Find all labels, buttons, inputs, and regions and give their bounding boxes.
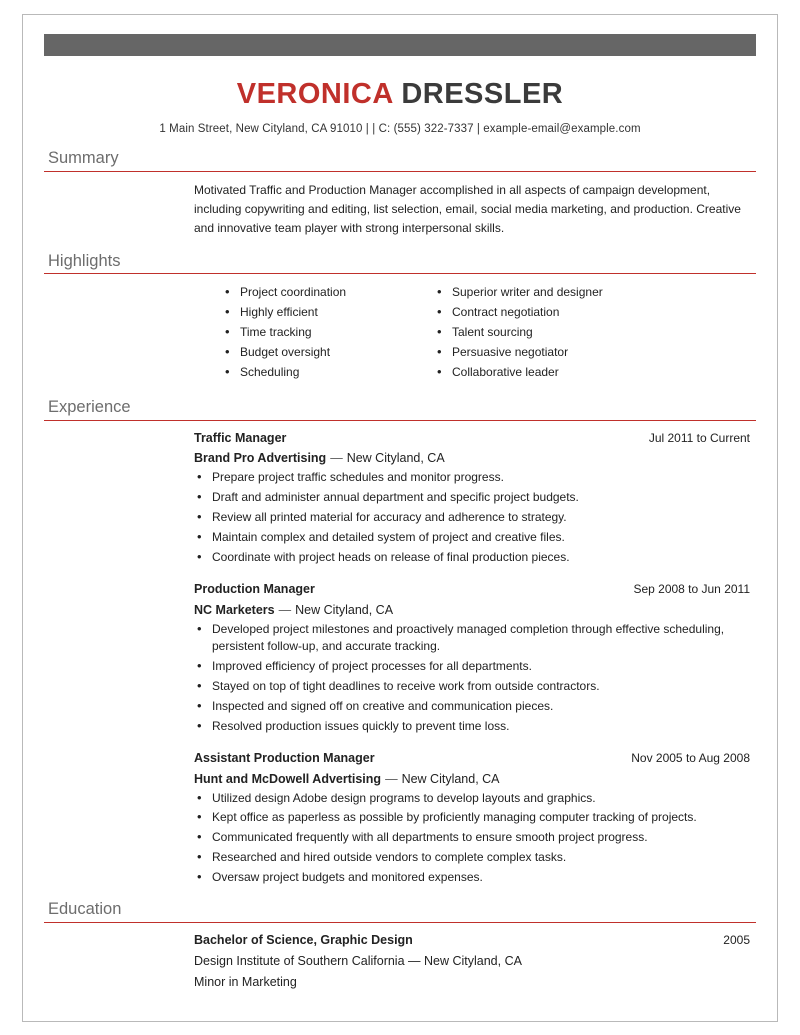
education-school: Design Institute of Southern California	[194, 954, 405, 968]
job-location: New Cityland, CA	[346, 451, 445, 466]
section-summary	[22, 149, 778, 238]
list-item: • Draft and administer annual department and specific project budgets.	[194, 489, 750, 506]
list-item: • Talent sourcing	[434, 324, 646, 341]
list-item: • Prepare project traffic schedules and monitor progress.	[194, 469, 750, 486]
list-item: • Maintain complex and detailed system of project and creative files.	[194, 529, 750, 546]
highlights-list-right	[434, 284, 646, 381]
highlights-list-left	[222, 284, 434, 381]
highlights-column-right	[434, 284, 646, 383]
list-item: • Contract negotiation	[434, 304, 646, 321]
highlights-heading: Highlights	[48, 251, 121, 270]
list-item: • Collaborative leader	[434, 364, 646, 381]
list-item: • Inspected and signed off on creative and communication pieces.	[194, 698, 750, 715]
list-item: • Superior writer and designer	[434, 284, 646, 301]
section-highlights	[22, 252, 778, 384]
list-item: • Communicated frequently with all departments to ensure smooth project progress.	[194, 829, 750, 846]
job-company: Hunt and McDowell Advertising	[194, 771, 382, 786]
experience-entry	[194, 749, 750, 886]
education-minor: Minor in Marketing	[194, 974, 297, 989]
job-bullets	[194, 790, 750, 887]
list-item: • Oversaw project budgets and monitored expenses.	[194, 869, 750, 886]
section-education	[22, 900, 778, 992]
job-location: New Cityland, CA	[401, 771, 500, 786]
list-item: • Scheduling	[222, 364, 434, 381]
highlights-divider	[44, 273, 756, 274]
education-divider	[44, 922, 756, 923]
summary-heading: Summary	[48, 149, 119, 167]
experience-entry	[194, 580, 750, 735]
job-company: NC Marketers	[194, 602, 275, 617]
list-item: • Researched and hired outside vendors to complete complex tasks.	[194, 849, 750, 866]
list-item: • Developed project milestones and proactively managed completion through effective scheduling, persistent follow-up, and accurate tracking.	[194, 621, 750, 656]
list-item: • Kept office as paperless as possible by proficiently managing computer tracking of projects.	[194, 809, 750, 826]
last-name: DRESSLER	[401, 78, 564, 110]
job-company: Brand Pro Advertising	[194, 451, 327, 466]
experience-heading: Experience	[48, 397, 131, 416]
list-item: • Utilized design Adobe design programs to develop layouts and graphics.	[194, 790, 750, 807]
experience-divider	[44, 420, 756, 421]
list-item: • Resolved production issues quickly to prevent time loss.	[194, 718, 750, 735]
education-year: 2005	[723, 933, 750, 948]
separator-dash: —	[330, 451, 343, 466]
separator-dash: —	[404, 954, 424, 968]
highlights-columns	[222, 284, 756, 383]
job-title: Assistant Production Manager	[194, 751, 375, 765]
job-date: Sep 2008 to Jun 2011	[633, 582, 750, 597]
list-item: • Stayed on top of tight deadlines to receive work from outside contractors.	[194, 678, 750, 695]
name-block	[22, 78, 778, 135]
job-location: New Cityland, CA	[295, 602, 394, 617]
education-heading: Education	[48, 900, 122, 919]
section-experience	[22, 398, 778, 887]
list-item: • Time tracking	[222, 324, 434, 341]
education-entry	[194, 931, 750, 951]
job-title: Traffic Manager	[194, 430, 287, 445]
list-item: • Persuasive negotiator	[434, 344, 646, 361]
separator-dash: —	[278, 602, 292, 617]
job-bullets	[194, 469, 750, 566]
experience-entry	[194, 429, 750, 566]
job-title: Production Manager	[194, 582, 315, 597]
page-title	[22, 78, 778, 111]
job-date: Jul 2011 to Current	[648, 430, 750, 445]
separator-dash: —	[385, 771, 398, 786]
list-item: • Project coordination	[222, 284, 434, 301]
job-date: Nov 2005 to Aug 2008	[631, 751, 750, 765]
education-degree: Bachelor of Science, Graphic Design	[194, 933, 413, 948]
education-location: New Cityland, CA	[424, 954, 522, 968]
first-name: VERONICA	[236, 78, 393, 110]
header-bar	[44, 34, 756, 56]
list-item: • Review all printed material for accuracy and adherence to strategy.	[194, 509, 750, 526]
list-item: • Highly efficient	[222, 304, 434, 321]
summary-text: Motivated Traffic and Production Manager accomplished in all aspects of campaign development, including copywriting and editing, list selection, email, social media marketing, and production. Creative and innovative team player with strong interpersonal skills.	[194, 182, 741, 235]
contact-line: 1 Main Street, New Cityland, CA 91010 | | C: (555) 322-7337 | example-email@example.com	[159, 123, 641, 135]
resume-content	[22, 14, 778, 993]
summary-divider	[44, 171, 756, 172]
list-item: • Budget oversight	[222, 344, 434, 361]
highlights-column-left	[222, 284, 434, 383]
list-item: • Coordinate with project heads on release of final production pieces.	[194, 549, 750, 566]
list-item: • Improved efficiency of project processes for all departments.	[194, 658, 750, 675]
job-bullets	[194, 621, 750, 735]
